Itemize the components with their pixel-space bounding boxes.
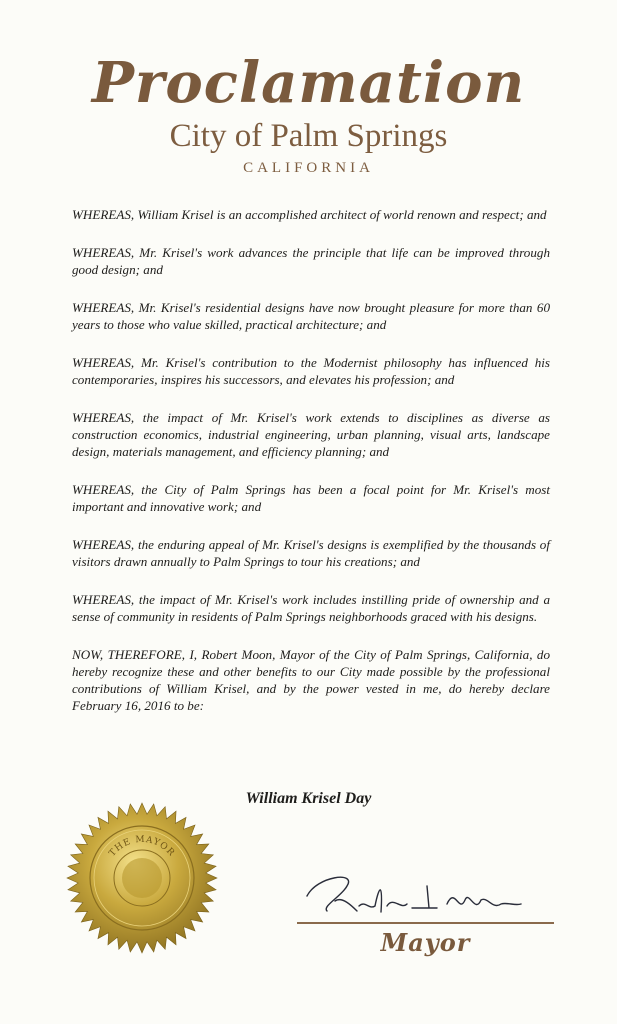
whereas-paragraph: WHEREAS, Mr. Krisel's work advances the principle that life can be improved through good design; and — [72, 245, 550, 277]
declared-day: William Krisel Day — [245, 790, 372, 807]
therefore-paragraph: NOW, THEREFORE, I, Robert Moon, Mayor of the City of Palm Springs, California, do hereby recognize these and other benefits to our City made possible by the professional contributions of William Krisel, and by the power vested in me, do hereby declare February 16, 2016 to be: — [72, 647, 550, 713]
whereas-paragraph: WHEREAS, Mr. Krisel's residential designs have now brought pleasure for more than 60 years to those who value skilled, practical architecture; and — [72, 300, 550, 332]
signature-line — [297, 922, 554, 924]
city-name: City of Palm Springs — [169, 118, 448, 154]
whereas-paragraph: WHEREAS, the City of Palm Springs has been a focal point for Mr. Krisel's most important and innovative work; and — [72, 482, 550, 514]
proclamation-body — [72, 206, 550, 735]
seal-text: THE MAYOR — [107, 834, 177, 859]
state-name: CALIFORNIA — [243, 160, 374, 176]
mayor-title: Mayor — [380, 928, 471, 957]
whereas-paragraph: WHEREAS, the enduring appeal of Mr. Krisel's designs is exemplified by the thousands of visitors drawn annually to Palm Springs to tour his creations; and — [72, 537, 550, 569]
proclamation-title: Proclamation — [91, 50, 526, 116]
gold-seal-icon — [66, 802, 218, 954]
mayor-signature — [297, 866, 527, 926]
whereas-paragraph: WHEREAS, the impact of Mr. Krisel's work extends to disciplines as diverse as construction economics, industrial engineering, urban planning, visual arts, landscape design, materials management, and efficiency planning; and — [72, 410, 550, 459]
whereas-paragraph: WHEREAS, William Krisel is an accomplished architect of world renown and respect; and — [72, 207, 547, 222]
whereas-paragraph: WHEREAS, the impact of Mr. Krisel's work includes instilling pride of ownership and a sense of community in residents of Palm Springs neighborhoods graced with his designs. — [72, 592, 550, 624]
whereas-paragraph: WHEREAS, Mr. Krisel's contribution to the Modernist philosophy has influenced his contemporaries, inspires his successors, and elevates his profession; and — [72, 355, 550, 387]
